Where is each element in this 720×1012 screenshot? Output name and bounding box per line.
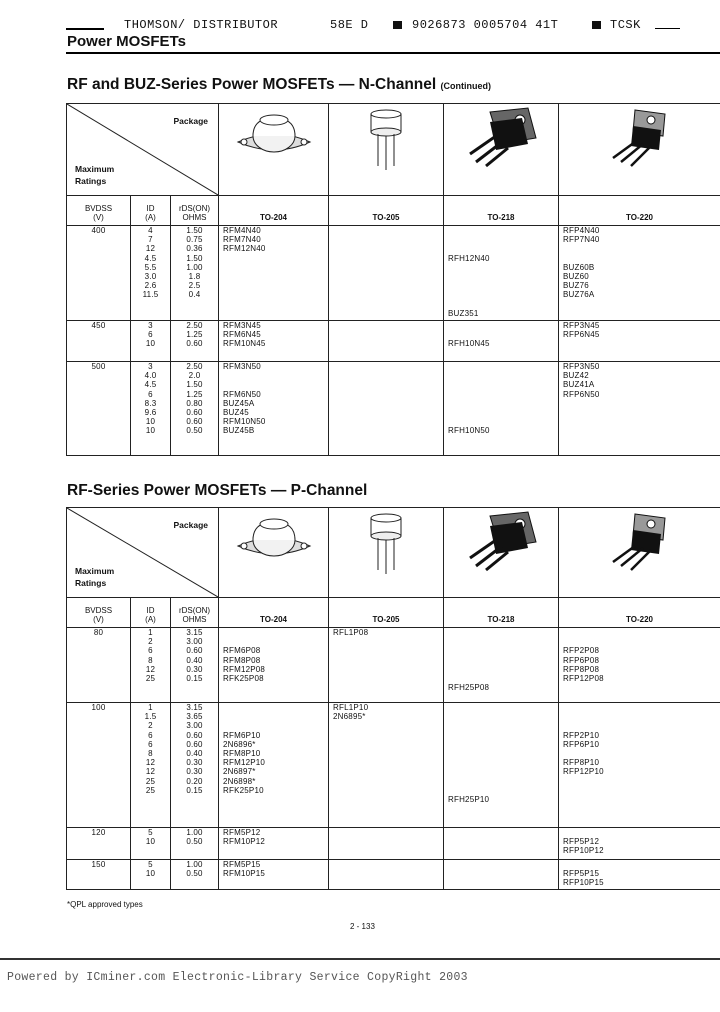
rds-cell: 3.15 3.00 0.60 0.40 0.30 0.15: [171, 628, 219, 703]
table-row: [67, 860, 720, 890]
to218-transistor-icon: [460, 104, 542, 168]
to218-cell: RFH10N50: [444, 362, 559, 456]
to205-package-image: [329, 104, 444, 196]
footer-rule: [0, 958, 720, 960]
to204-cell: RFM4N40 RFM7N40 RFM12N40: [219, 226, 329, 321]
to204-cell: RFM3N45 RFM6N45 RFM10N45: [219, 321, 329, 362]
rds-cell: 2.50 1.25 0.60: [171, 321, 219, 362]
rds-cell: 1.50 0.75 0.36 1.50 1.00 1.8 2.5 0.4: [171, 226, 219, 321]
to220-package-image: [559, 508, 720, 598]
to218-package-image: [444, 508, 559, 598]
rds-cell: 2.50 2.0 1.50 1.25 0.80 0.60 0.60 0.50: [171, 362, 219, 456]
barcode-number: 9026873 0005704 41T: [412, 18, 559, 32]
pchannel-corner-cell: [67, 508, 219, 598]
to204-cell: RFM5P12 RFM10P12: [219, 828, 329, 860]
document-code: 58E D: [330, 18, 369, 32]
to205-label: TO-205: [329, 598, 444, 628]
to205-cell: [329, 226, 444, 321]
maximum-ratings-label: Maximum Ratings: [75, 566, 115, 588]
distributor-label: THOMSON/ DISTRIBUTOR: [124, 18, 279, 32]
to218-cell: [444, 860, 559, 890]
to220-cell: RFP5P15 RFP10P15: [559, 860, 720, 890]
to204-can-icon: [234, 508, 314, 572]
to204-label: TO-204: [219, 196, 329, 226]
pchannel-table: [66, 507, 720, 890]
qpl-footnote: *QPL approved types: [67, 900, 143, 909]
to218-package-image: [444, 104, 559, 196]
id-header: ID (A): [131, 598, 171, 628]
nchannel-heading: RF and BUZ-Series Power MOSFETs — N-Channel (Continued): [67, 76, 491, 93]
bvdss-header: BVDSS (V): [67, 196, 131, 226]
to218-cell: RFH12N40 BUZ351: [444, 226, 559, 321]
bvdss-cell: 500: [67, 362, 131, 456]
rds-header: rDS(ON) OHMS: [171, 598, 219, 628]
table-row: [67, 226, 720, 321]
to220-cell: RFP2P08 RFP6P08 RFP8P08 RFP12P08: [559, 628, 720, 703]
table-row: [67, 628, 720, 703]
bvdss-cell: 100: [67, 703, 131, 828]
to205-cell: RFL1P10 2N6895*: [329, 703, 444, 828]
to204-package-image: [219, 508, 329, 598]
id-cell: 4 7 12 4.5 5.5 3.0 2.6 11.5: [131, 226, 171, 321]
to204-cell: RFM6P08 RFM8P08 RFM12P08 RFK25P08: [219, 628, 329, 703]
bvdss-cell: 120: [67, 828, 131, 860]
to220-package-image: [559, 104, 720, 196]
to205-cell: [329, 362, 444, 456]
bvdss-cell: 80: [67, 628, 131, 703]
bvdss-cell: 450: [67, 321, 131, 362]
id-header: ID (A): [131, 196, 171, 226]
id-cell: 1 1.5 2 6 6 8 12 12 25 25: [131, 703, 171, 828]
to205-cell: [329, 860, 444, 890]
to205-can-icon: [361, 508, 411, 578]
rds-cell: 3.15 3.65 3.00 0.60 0.60 0.40 0.30 0.30 0.20 0.15: [171, 703, 219, 828]
black-square-icon: [393, 21, 402, 29]
to218-cell: RFH25P08: [444, 628, 559, 703]
id-cell: 5 10: [131, 860, 171, 890]
copyright-footer: Powered by ICminer.com Electronic-Library Service CopyRight 2003: [7, 971, 468, 984]
header-rule-right: [655, 28, 680, 29]
to218-cell: RFH25P10: [444, 703, 559, 828]
to204-cell: RFM3N50 RFM6N50 BUZ45A BUZ45 RFM10N50 BUZ45B: [219, 362, 329, 456]
to205-label: TO-205: [329, 196, 444, 226]
id-cell: 5 10: [131, 828, 171, 860]
continued-label: (Continued): [440, 81, 491, 91]
rds-cell: 1.00 0.50: [171, 828, 219, 860]
nchannel-corner-cell: [67, 104, 219, 196]
to204-package-image: [219, 104, 329, 196]
to218-transistor-icon: [460, 508, 542, 572]
rds-cell: 1.00 0.50: [171, 860, 219, 890]
to205-can-icon: [361, 104, 411, 174]
id-cell: 3 4.0 4.5 6 8.3 9.6 10 10: [131, 362, 171, 456]
table-row: [67, 828, 720, 860]
to220-cell: RFP3N45 RFP6N45: [559, 321, 720, 362]
header-rule-short: [66, 28, 104, 30]
package-label: Package: [173, 116, 209, 126]
page-title: Power MOSFETs: [67, 33, 186, 50]
to220-transistor-icon: [595, 508, 685, 572]
id-cell: 1 2 6 8 12 25: [131, 628, 171, 703]
id-cell: 3 6 10: [131, 321, 171, 362]
black-square-icon: [592, 21, 601, 29]
to205-cell: [329, 321, 444, 362]
to220-cell: RFP3N50 BUZ42 BUZ41A RFP6N50: [559, 362, 720, 456]
to220-cell: RFP4N40 RFP7N40 BUZ60B BUZ60 BUZ76 BUZ76A: [559, 226, 720, 321]
to205-package-image: [329, 508, 444, 598]
rds-header: rDS(ON) OHMS: [171, 196, 219, 226]
to204-can-icon: [234, 104, 314, 168]
to205-cell: RFL1P08: [329, 628, 444, 703]
bvdss-cell: 150: [67, 860, 131, 890]
to204-label: TO-204: [219, 598, 329, 628]
to205-cell: [329, 828, 444, 860]
to204-cell: RFM5P15 RFM10P15: [219, 860, 329, 890]
to220-transistor-icon: [595, 104, 685, 168]
to220-cell: RFP5P12 RFP10P12: [559, 828, 720, 860]
table-row: [67, 703, 720, 828]
to220-label: TO-220: [559, 196, 720, 226]
nchannel-table: [66, 103, 720, 456]
page-number: 2 - 133: [350, 922, 375, 931]
package-label: Package: [173, 520, 209, 530]
to218-label: TO-218: [444, 598, 559, 628]
title-rule: [66, 52, 720, 54]
header-tag: TCSK: [610, 18, 641, 32]
pchannel-heading: RF-Series Power MOSFETs — P-Channel: [67, 482, 368, 499]
maximum-ratings-label: Maximum Ratings: [75, 164, 115, 186]
bvdss-cell: 400: [67, 226, 131, 321]
to218-cell: [444, 828, 559, 860]
table-row: [67, 362, 720, 456]
to218-cell: RFH10N45: [444, 321, 559, 362]
to218-label: TO-218: [444, 196, 559, 226]
to220-cell: RFP2P10 RFP6P10 RFP8P10 RFP12P10: [559, 703, 720, 828]
table-row: [67, 321, 720, 362]
bvdss-header: BVDSS (V): [67, 598, 131, 628]
to204-cell: RFM6P10 2N6896* RFM8P10 RFM12P10 2N6897* 2N6898* RFK25P10: [219, 703, 329, 828]
to220-label: TO-220: [559, 598, 720, 628]
